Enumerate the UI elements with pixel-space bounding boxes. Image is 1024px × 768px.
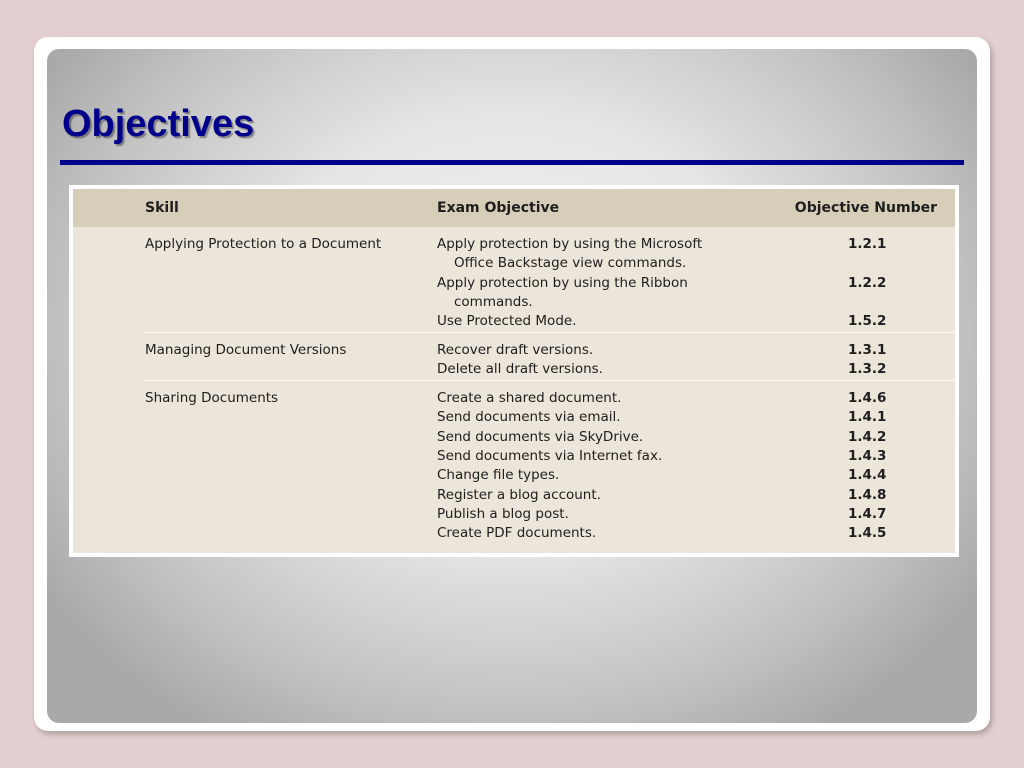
skill-cell: Sharing Documents	[145, 390, 279, 407]
objective-number-cell: 1.4.8	[848, 486, 887, 503]
objective-number-cell: 1.2.2	[848, 274, 887, 291]
objective-number-cell: 1.4.3	[848, 448, 887, 464]
slide-title: Objectives	[62, 103, 255, 145]
objective-number-cell: 1.3.2	[848, 361, 887, 378]
objective-cell: Use Protected Mode.	[437, 313, 577, 330]
objective-cell: Apply protection by using the Microsoft	[437, 236, 703, 252]
objective-cell: Change file types.	[437, 467, 560, 484]
objective-cell: Register a blog account.	[437, 486, 601, 503]
objective-cell: Send documents via SkyDrive.	[437, 428, 644, 445]
slide	[47, 49, 977, 723]
objective-cell: Recover draft versions.	[437, 342, 594, 358]
objective-number-cell: 1.4.6	[848, 390, 887, 407]
objective-cell: Send documents via Internet fax.	[437, 448, 663, 464]
objective-number-cell: 1.2.1	[848, 236, 887, 252]
title-underline	[60, 160, 964, 165]
table-header-row	[73, 189, 955, 227]
objective-cell: Send documents via email.	[437, 409, 621, 426]
objective-cell: Create a shared document.	[437, 390, 622, 407]
objective-cell: Delete all draft versions.	[437, 361, 603, 378]
objective-cell: Apply protection by using the Ribbon	[437, 274, 688, 291]
objective-number-cell: 1.4.5	[848, 525, 887, 542]
objectives-table-border	[69, 185, 959, 557]
group-divider	[145, 380, 955, 381]
header-skill: Skill	[145, 200, 179, 216]
objective-number-cell: 1.3.1	[848, 342, 887, 358]
slide-frame	[34, 37, 990, 731]
header-objective-number: Objective Number	[794, 200, 937, 216]
objective-number-cell: 1.4.2	[848, 428, 887, 445]
skill-cell: Applying Protection to a Document	[145, 236, 382, 252]
objective-cell-continuation: Office Backstage view commands.	[454, 255, 687, 272]
objective-cell: Publish a blog post.	[437, 505, 569, 522]
objective-number-cell: 1.4.1	[848, 409, 887, 426]
objectives-table	[73, 189, 955, 553]
objective-cell-continuation: commands.	[454, 293, 533, 310]
objective-number-cell: 1.4.4	[848, 467, 887, 484]
objective-cell: Create PDF documents.	[437, 525, 597, 542]
header-exam-objective: Exam Objective	[437, 200, 560, 216]
objective-number-cell: 1.5.2	[848, 313, 887, 330]
skill-cell: Managing Document Versions	[145, 342, 347, 358]
objective-number-cell: 1.4.7	[848, 505, 887, 522]
group-divider	[145, 332, 955, 333]
